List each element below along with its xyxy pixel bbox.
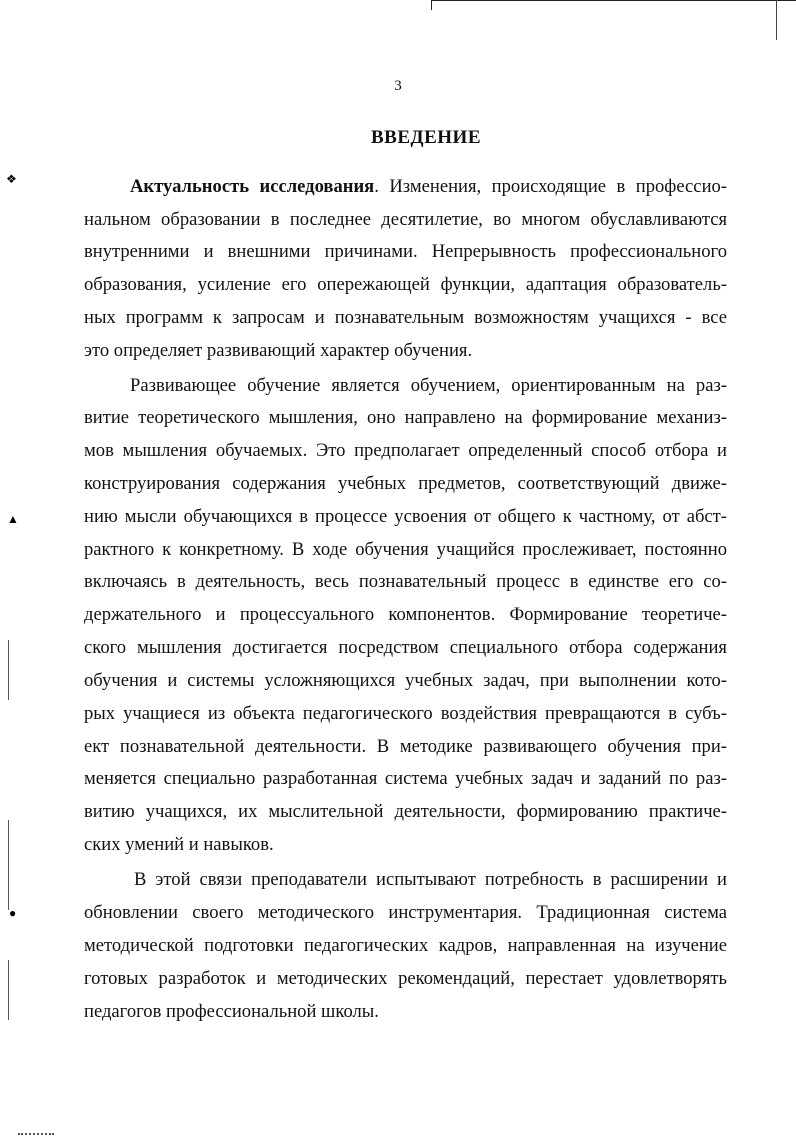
paragraph-1-line-6: это определяет развивающий характер обучения.: [84, 340, 473, 361]
scan-top-border: [432, 0, 796, 1]
paragraph-1-line-4: образования, усиление его опережающей функции, адаптация образователь-: [84, 274, 727, 295]
paragraph-2-line-12: ект познавательной деятельности. В методике развивающего обучения при-: [84, 736, 727, 757]
paragraph-2-line-11: рых учащиеся из объекта педагогического воздействия превращаются в субъ-: [84, 703, 727, 724]
paragraph-3-line-4: готовых разработок и методических рекомендаций, перестает удовлетворять: [84, 968, 727, 989]
scan-mark: ●: [9, 906, 17, 920]
paragraph-2-line-9: ского мышления достигается посредством специального отбора содержания: [84, 637, 727, 658]
paragraph-1-line-3: внутренними и внешними причинами. Непрерывность профессионального: [84, 241, 727, 262]
page-title: ВВЕДЕНИЕ: [371, 127, 481, 148]
paragraph-1-line-2: нальном образовании в последнее десятилетие, во многом обуславливаются: [84, 209, 727, 230]
paragraph-1-line-5: ных программ к запросам и познавательным возможностям учащихся - все: [84, 307, 727, 328]
lead-bold-text: Актуальность исследования: [130, 176, 375, 197]
paragraph-3-line-1: В этой связи преподаватели испытывают потребность в расширении и: [134, 869, 727, 890]
paragraph-2-line-1: Развивающее обучение является обучением, ориентированным на раз-: [130, 375, 727, 396]
paragraph-2-line-13: меняется специально разработанная система учебных задач и заданий по раз-: [84, 768, 727, 789]
paragraph-3-line-5: педагогов профессиональной школы.: [84, 1001, 379, 1022]
text-span: . Изменения, происходящие в профессио-: [374, 176, 728, 197]
paragraph-2-line-7: включаясь в деятельность, весь познавательный процесс в единстве его со-: [84, 571, 727, 592]
paragraph-2-line-14: витию учащихся, их мыслительной деятельности, формированию практиче-: [84, 801, 727, 822]
paragraph-2-line-6: рактного к конкретному. В ходе обучения учащийся прослеживает, постоянно: [84, 539, 727, 560]
paragraph-2-line-2: витие теоретического мышления, оно направлено на формирование механиз-: [84, 407, 727, 428]
paragraph-2-line-8: держательного и процессуального компонентов. Формирование теоретиче-: [84, 604, 727, 625]
paragraph-2-line-5: нию мысли обучающихся в процессе усвоения от общего к частному, от абст-: [84, 506, 727, 527]
paragraph-2-line-4: конструирования содержания учебных предметов, соответствующий движе-: [84, 473, 727, 494]
scan-mark: ❖: [6, 172, 17, 186]
paragraph-3-line-2: обновлении своего методического инструментария. Традиционная система: [84, 902, 727, 923]
page-number: 3: [394, 78, 402, 94]
scan-dots: [18, 1133, 54, 1137]
paragraph-2-line-3: мов мышления обучаемых. Это предполагает определенный способ отбора и: [84, 440, 727, 461]
scan-top-tick: [431, 0, 432, 10]
scan-left-edge: [8, 820, 9, 910]
scan-right-edge: [776, 0, 777, 40]
paragraph-2-line-15: ских умений и навыков.: [84, 834, 274, 855]
scan-left-edge: [8, 640, 9, 700]
paragraph-2-line-10: обучения и системы усложняющихся учебных задач, при выполнении кото-: [84, 670, 727, 691]
scan-mark: ▲: [7, 512, 19, 526]
scan-left-edge: [8, 960, 9, 1020]
paragraph-1-line-1: [130, 176, 727, 198]
paragraph-3-line-3: методической подготовки педагогических кадров, направленная на изучение: [84, 935, 727, 956]
